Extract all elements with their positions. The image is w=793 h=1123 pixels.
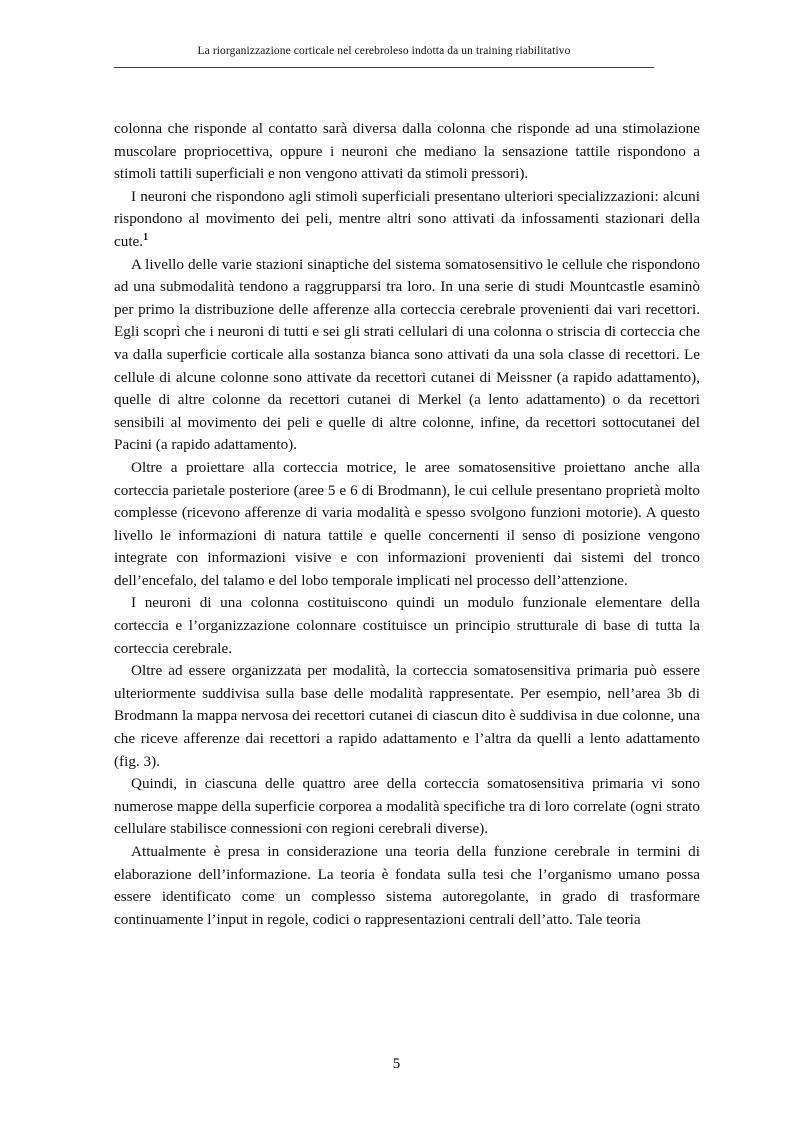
paragraph-8: Attualmente è presa in considerazione una teoria della funzione cerebrale in termini di elaborazione dell’informazione. La teoria è fondata sulla tesi che l’organismo umano possa essere identificato come un complesso sistema autoregolante, in grado di trasformare continuamente l’input in regole, codici o rappresentazioni centrali dell’atto. Tale teoria: [114, 843, 700, 928]
paragraph-3: A livello delle varie stazioni sinaptiche del sistema somatosensitivo le cellule che rispondono ad una submodalità tendono a raggrupparsi tra loro. In una serie di studi Mountcastle esaminò per primo la distribuzione delle afferenze alla corteccia cerebrale provenienti dai vari recettori. Egli scoprì che i neuroni di tutti e sei gli strati cellulari di una colonna o striscia di corteccia che va dalla superficie corticale alla sostanza bianca sono attivati da una sola classe di recettori. Le cellule di alcune colonne sono attivate da recettori cutanei di Meissner (a rapido adattamento), quelle di altre colonne da recettori cutanei di Merkel (a lento adattamento) o da recettori sensibili al movimento dei peli e quelle di altre colonne, infine, da recettori sottocutanei del Pacini (a rapido adattamento).: [114, 255, 700, 454]
paragraph-6: Oltre ad essere organizzata per modalità, la corteccia somatosensitiva primaria può essere ulteriormente suddivisa sulla base delle modalità rappresentate. Per esempio, nell’area 3b di Brodmann la mappa nervosa dei recettori cutanei di ciascun dito è suddivisa in due colonne, una che riceve afferenze dai recettori a rapido adattamento e l’altra da quelli a lento adattamento (fig. 3).: [114, 662, 700, 770]
header-divider: [114, 67, 654, 68]
paragraph-1: colonna che risponde al contatto sarà diversa dalla colonna che risponde ad una stimolazione muscolare propriocettiva, oppure i neuroni che mediano la sensazione tattile rispondono a stimoli tattili superficiali e non vengono attivati da stimoli pressori).: [114, 120, 700, 183]
running-header: La riorganizzazione corticale nel cerebroleso indotta da un training riabilitativo: [197, 45, 571, 57]
page-number: 5: [392, 1056, 401, 1072]
paragraph-5: I neuroni di una colonna costituiscono quindi un modulo funzionale elementare della corteccia e l’organizzazione colonnare costituisce un principio strutturale di base di tutta la corteccia cerebrale.: [114, 594, 700, 657]
paragraph-2-text: I neuroni che rispondono agli stimoli superficiali presentano ulteriori specializzazioni: alcuni rispondono al movimento dei peli, mentre altri sono attivati da infossamenti stazionari della cute.: [114, 187, 700, 250]
body-text: [114, 118, 700, 931]
paragraph-4: Oltre a proiettare alla corteccia motrice, le aree somatosensitive proiettano anche alla corteccia parietale posteriore (aree 5 e 6 di Brodmann), le cui cellule presentano proprietà molto complesse (ricevono afferenze di varia modalità e spesso svolgono funzioni motorie). A questo livello le informazioni di natura tattile e quelle concernenti il senso di posizione vengono integrate con informazioni visive e con informazioni provenienti dai sistemi del tronco dell’encefalo, del talamo e del lobo temporale implicati nel processo dell’attenzione.: [114, 458, 700, 589]
footnote-reference[interactable]: 1: [143, 231, 149, 243]
paragraph-2: [114, 186, 700, 254]
paragraph-7: Quindi, in ciascuna delle quattro aree della corteccia somatosensitiva primaria vi sono numerose mappe della superficie corporea a modalità specifiche tra di loro correlate (ogni strato cellulare stabilisce connessioni con regioni cerebrali diverse).: [114, 775, 700, 838]
